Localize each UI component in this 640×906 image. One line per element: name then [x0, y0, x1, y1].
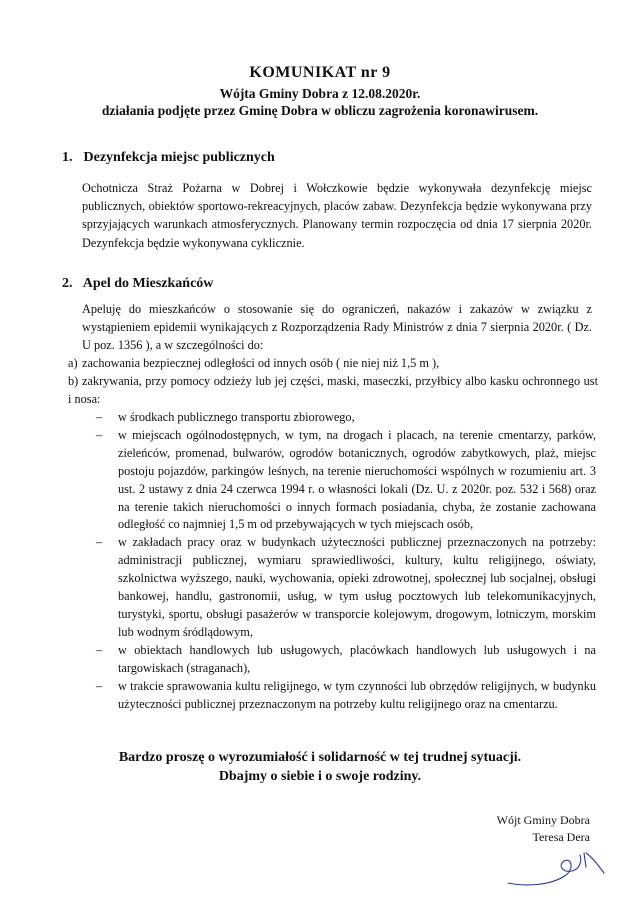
signature-name: Teresa Dera	[532, 830, 590, 844]
dash-item-text: w miejscach ogólnodostępnych, w tym, na drogach i placach, na terenie cmentarzy, parków, zieleńców, promenad, bulwarów, ogrodów botanicznych, ogrodów zabytkowych, plaż, miejsc postoju pojazdów, parkingów leśnych, na terenie nieruchomości wspólnych w rozumieniu art. 3 ust. 2 ustawy z dnia 24 czerwca 1994 r. o własności lokali (Dz. U. z 2020r. poz. 532 i 568) oraz na terenie takich nieruchomości o innych formach posiadania, chyba, że zostanie zachowana odległość co najmniej 1,5 m od przebywających w tych miejscach osób,	[118, 427, 596, 532]
list-item-b	[68, 372, 598, 408]
dash-list-item	[96, 427, 596, 534]
dash-marker: –	[96, 535, 103, 550]
dash-list-item	[96, 409, 596, 427]
section-1-title: Dezynfekcja miejsc publicznych	[83, 150, 275, 165]
dash-list-item	[96, 678, 596, 714]
section-2-title: Apel do Mieszkańców	[82, 276, 214, 291]
document-subtitle: Wójta Gminy Dobra z 12.08.2020r.	[219, 86, 421, 101]
section-1-number: 1.	[62, 150, 73, 165]
section-2-intro: Apeluję do mieszkańców o stosowanie się do ograniczeń, nakazów i zakazów w związku z wystąpieniem epidemii wynikających z Rozporządzenia Rady Ministrów z dnia 7 sierpnia 2020r. ( Dz. U poz. 1356 ), a w szczególności do:	[82, 302, 592, 353]
document-subject: działania podjęte przez Gminę Dobra w obliczu zagrożenia koronawirusem.	[101, 103, 539, 118]
dash-marker: –	[96, 427, 103, 442]
document-title: KOMUNIKAT nr 9	[249, 64, 391, 81]
list-item-b-text: zakrywania, przy pomocy odzieży lub jej części, maski, maseczki, przyłbicy albo kasku ochronnego ust i nosa:	[68, 374, 598, 406]
dash-marker: –	[96, 678, 103, 693]
dash-item-text: w trakcie sprawowania kultu religijnego, w tym czynności lub obrzędów religijnych, w budynku użyteczności publicznej przeznaczonym na potrzeby kultu religijnego oraz na cmentarzu.	[118, 678, 596, 711]
closing-line-2: Dbajmy o siebie i o swoje rodziny.	[218, 769, 422, 784]
dash-marker: –	[96, 410, 103, 424]
list-item-a	[68, 354, 598, 372]
closing-line-1: Bardzo proszę o wyrozumiałość i solidarność w tej trudnej sytuacji.	[118, 750, 522, 765]
section-1-heading	[62, 150, 275, 166]
dash-marker: –	[96, 642, 103, 657]
list-item-a-letter: a)	[68, 356, 78, 370]
signature-role: Wójt Gminy Dobra	[496, 813, 590, 827]
dash-item-text: w obiektach handlowych lub usługowych, placówkach handlowych lub usługowych i na targowiskach (straganach),	[118, 642, 596, 675]
list-item-b-letter: b)	[68, 374, 79, 388]
dash-list-item	[96, 642, 596, 678]
dash-list-item	[96, 534, 596, 641]
section-1-text: Ochotnicza Straż Pożarna w Dobrej i Wołczkowie będzie wykonywała dezynfekcję miejsc publicznych, obiektów sportowo-rekreacyjnych, placów zabaw. Dezynfekcja będzie wykonywana przy sprzyjających warunkach atmosferycznych. Planowany termin rozpoczęcia od dnia 17 sierpnia 2020r. Dezynfekcja będzie wykonywana cyklicznie.	[82, 181, 592, 250]
section-2-number: 2.	[62, 276, 73, 291]
handwritten-signature	[500, 843, 610, 895]
list-item-a-text: zachowania bezpiecznej odległości od innych osób ( nie niej niż 1,5 m ),	[82, 356, 440, 370]
dash-item-text: w zakładach pracy oraz w budynkach użyteczności publicznej przeznaczonych na potrzeby: administracji publicznej, wymiaru sprawiedliwości, kultury, kultu religijnego, oświaty, szkolnictwa wyższego, nauki, wychowania, opieki zdrowotnej, społecznej lub socjalnej, obsługi bankowej, handlu, gastronomii, usług, w tym usług pocztowych lub telekomunikacyjnych, turystyki, sportu, obsługi pasażerów w transporcie kolejowym, drogowym, lotniczym, morskim lub wodnym śródlądowym,	[118, 535, 596, 639]
dash-list	[96, 409, 596, 713]
dash-item-text: w środkach publicznego transportu zbiorowego,	[118, 410, 355, 424]
section-2-heading	[62, 276, 213, 292]
